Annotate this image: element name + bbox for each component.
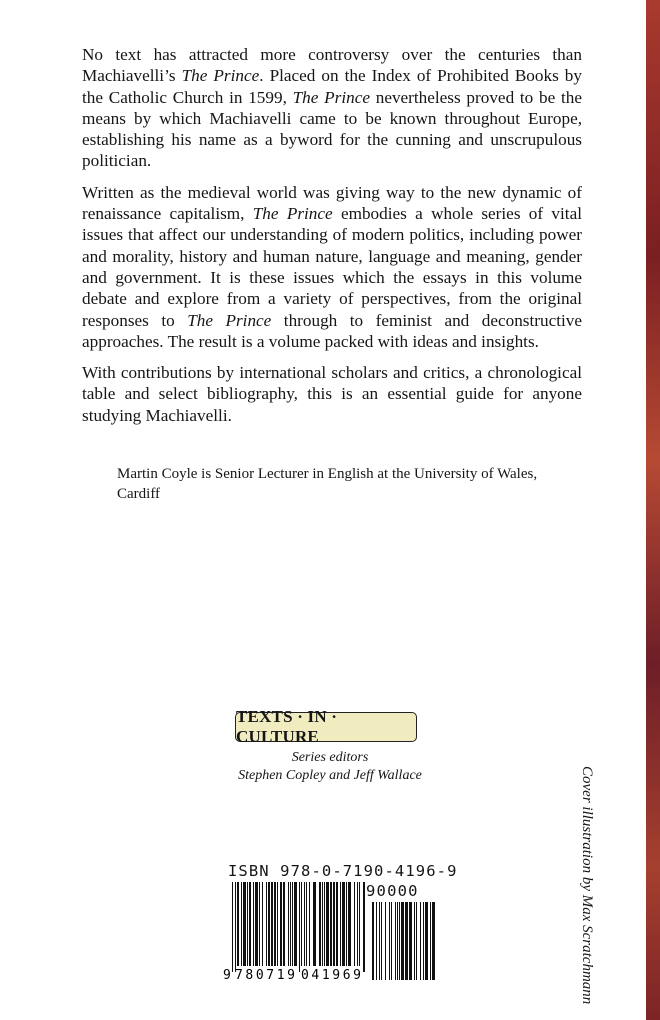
barcode-bar (372, 902, 374, 980)
barcode-bar (346, 882, 347, 966)
barcode-bar (326, 882, 329, 966)
barcode (222, 882, 440, 982)
barcode-bar (232, 882, 233, 972)
barcode-bar (354, 882, 355, 966)
barcode-bar (401, 902, 404, 980)
barcode-bar (299, 882, 300, 972)
barcode-bar (376, 902, 377, 980)
barcode-bar (247, 882, 248, 966)
barcode-bar (432, 902, 435, 980)
barcode-bar (391, 902, 392, 980)
barcode-bar (385, 902, 386, 980)
barcode-bar (322, 882, 323, 966)
barcode-bar (416, 902, 417, 980)
barcode-bar (324, 882, 325, 966)
barcode-bar (395, 902, 396, 980)
barcode-bar (330, 882, 332, 966)
barcode-bar (259, 882, 260, 966)
series-logo: TEXTS · IN · CULTURE (235, 712, 417, 742)
barcode-bar (280, 882, 282, 966)
barcode-bar (290, 882, 291, 966)
addon-bars (372, 902, 435, 980)
barcode-bar (301, 882, 302, 966)
barcode-bar (430, 902, 431, 980)
barcode-bar (359, 882, 360, 966)
barcode-bar (274, 882, 276, 966)
barcode-bar (268, 882, 270, 966)
barcode-digits-left: 780719 (235, 968, 295, 982)
barcode-bar (379, 902, 380, 980)
author-note: Martin Coyle is Senior Lecturer in English at the University of Wales, Cardiff (117, 466, 538, 502)
series-editors-label: Series editors (291, 750, 369, 765)
ean-bars (232, 882, 365, 972)
series-editors-names: Stephen Copley and Jeff Wallace (238, 768, 422, 783)
barcode-bar (340, 882, 341, 966)
barcode-bar (405, 902, 408, 980)
barcode-bar (255, 882, 258, 966)
barcode-bar (306, 882, 307, 966)
barcode-bar (399, 902, 400, 980)
blurb-text (82, 44, 582, 436)
barcode-bar (425, 902, 428, 980)
barcode-bar (319, 882, 321, 966)
barcode-bar (309, 882, 310, 966)
barcode-bar (420, 902, 421, 980)
blurb-paragraph-3: With contributions by international scholars and critics, a chronological table and select bibliography, this is an essential guide for anyone studying Machiavelli. (82, 363, 582, 425)
barcode-bar (397, 902, 398, 980)
barcode-bar (409, 902, 412, 980)
barcode-bar (304, 882, 305, 966)
blurb-paragraph-2: Written as the medieval world was giving way to the new dynamic of renaissance capitalism, The Prince embodies a whole series of vital issues that affect our understanding of modern politics, including power and morality, history and human nature, language and meaning, gender and government. It is these issues which the essays in this volume debate and explore from a variety of perspectives, from the original responses to The Prince through to feminist and deconstructive approaches. The result is a volume packed with ideas and insights. (82, 182, 582, 351)
barcode-bar (243, 882, 246, 966)
barcode-bar (235, 882, 236, 972)
barcode-bar (288, 882, 289, 966)
barcode-bar (313, 882, 316, 966)
barcode-bar (342, 882, 345, 966)
barcode-bar (414, 902, 415, 980)
barcode-bar (381, 902, 382, 980)
barcode-bar (363, 882, 365, 972)
barcode-bar (336, 882, 338, 966)
barcode-bar (292, 882, 293, 966)
barcode-bar (266, 882, 267, 966)
barcode-bar (249, 882, 251, 966)
barcode-bar (357, 882, 358, 966)
blurb-paragraph-1: No text has attracted more controversy over the centuries than Machiavelli’s The Prince. Placed on the Index of Prohibited Books by the Catholic Church in 1599, The Prince nevertheless proved to be the means by which Machiavelli came to be known throughout Europe, establishing his name as a byword for the cunning and unscrupulous politician. (82, 45, 582, 171)
price-code: 90000 (366, 882, 419, 900)
barcode-bar (237, 882, 239, 966)
barcode-bar (283, 882, 285, 966)
barcode-bar (423, 902, 424, 980)
barcode-bar (333, 882, 335, 966)
barcode-bar (389, 902, 390, 980)
barcode-bar (348, 882, 351, 966)
cover-credit: Cover illustration by Max Scratchmann (579, 766, 595, 1005)
barcode-bar (253, 882, 254, 966)
barcode-digits-right: 041969 (301, 968, 361, 982)
barcode-bar (277, 882, 278, 966)
barcode-bar (262, 882, 263, 966)
spine-edge (646, 0, 660, 1020)
barcode-digit-lead: 9 (223, 968, 231, 982)
barcode-bar (294, 882, 297, 966)
series-editors (220, 749, 440, 785)
barcode-bar (241, 882, 242, 966)
barcode-bar (271, 882, 273, 966)
isbn-label: ISBN 978-0-7190-4196-9 (228, 862, 458, 880)
